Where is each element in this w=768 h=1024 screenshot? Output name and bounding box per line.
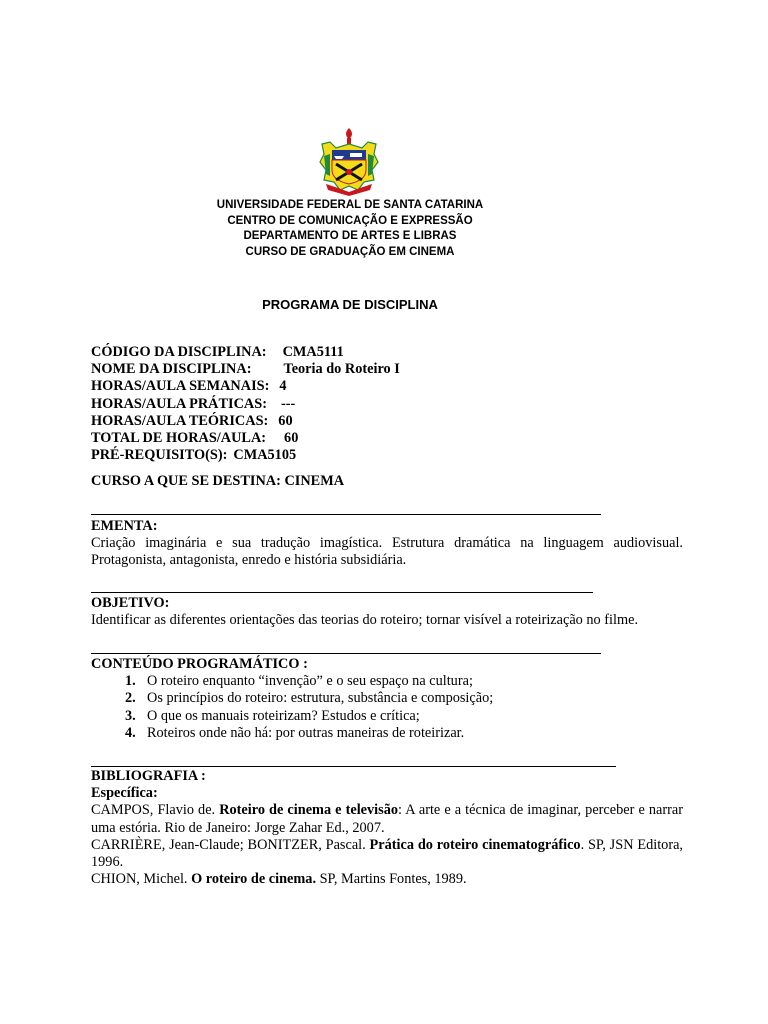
page-title: PROGRAMA DE DISCIPLINA (262, 297, 438, 312)
list-text: Roteiros onde não há: por outras maneiras de roteirizar. (147, 724, 465, 741)
divider (91, 514, 601, 515)
total-row (91, 430, 400, 447)
objetivo-heading: OBJETIVO: (91, 595, 170, 611)
prereq-row (91, 447, 400, 464)
bib-entry (91, 802, 683, 836)
list-number: 1. (125, 673, 136, 690)
bib-title: Prática do roteiro cinematográfico (369, 836, 581, 853)
list-item (91, 673, 683, 690)
bib-title: O roteiro de cinema. (191, 871, 317, 888)
bib-author: CARRIÈRE, Jean-Claude; BONITZER, Pascal. (91, 836, 370, 853)
semanais-row (91, 378, 400, 395)
ementa-heading: EMENTA: (91, 518, 158, 534)
objetivo-section (91, 595, 683, 629)
conteudo-heading: CONTEÚDO PROGRAMÁTICO : (91, 656, 308, 672)
prereq-label: PRÉ-REQUISITO(S): (91, 447, 228, 464)
header-department: DEPARTAMENTO DE ARTES E LIBRAS (243, 230, 457, 242)
praticas-label: HORAS/AULA PRÁTICAS: (91, 395, 267, 412)
objetivo-text: Identificar as diferentes orientações das teorias do roteiro; tornar visível a roteirização no filme. (91, 612, 639, 629)
bib-details: SP, Martins Fontes, 1989. (316, 871, 467, 888)
bib-entry (91, 837, 683, 871)
list-item (91, 690, 683, 707)
list-item (91, 725, 683, 742)
divider (91, 766, 616, 767)
bib-title: Roteiro de cinema e televisão (219, 802, 398, 819)
list-text: Os princípios do roteiro: estrutura, substância e composição; (147, 690, 494, 707)
semanais-value: 4 (279, 378, 287, 395)
divider (91, 592, 593, 593)
list-text: O roteiro enquanto “invenção” e o seu espaço na cultura; (147, 673, 473, 690)
teoricas-value: 60 (278, 412, 293, 429)
institution-header (200, 198, 500, 260)
list-item (91, 708, 683, 725)
list-text: O que os manuais roteirizam? Estudos e crítica; (147, 707, 420, 724)
bib-entry (91, 871, 683, 888)
header-course: CURSO DE GRADUAÇÃO EM CINEMA (245, 245, 455, 258)
prereq-value: CMA5105 (233, 447, 297, 464)
list-number: 3. (125, 707, 136, 724)
header-university: UNIVERSIDADE FEDERAL DE SANTA CATARINA (216, 199, 484, 211)
ementa-section (91, 518, 683, 570)
nome-value: Teoria do Roteiro I (283, 361, 400, 378)
list-number: 2. (125, 690, 136, 707)
praticas-value: --- (280, 395, 296, 412)
teoricas-row (91, 413, 400, 430)
topics-list (91, 673, 683, 742)
divider (91, 653, 601, 654)
list-number: 4. (125, 724, 136, 741)
bib-details: . SP, JSN Editora, 1996. (91, 836, 684, 871)
semanais-label: HORAS/AULA SEMANAIS: (91, 378, 270, 395)
bib-author: CAMPOS, Flavio de. (91, 802, 220, 819)
teoricas-label: HORAS/AULA TEÓRICAS: (91, 412, 269, 429)
bib-details: : A arte e a técnica de imaginar, perceber e narrar uma estória. Rio de Janeiro: Jorge Zahar Ed., 2007. (91, 802, 683, 836)
course-info (91, 344, 400, 464)
header-center: CENTRO DE COMUNICAÇÃO E EXPRESSÃO (227, 214, 473, 227)
nome-row (91, 361, 400, 378)
university-crest-icon (316, 126, 382, 196)
conteudo-section (91, 656, 683, 742)
codigo-row (91, 344, 400, 361)
codigo-label: CÓDIGO DA DISCIPLINA: (91, 344, 267, 360)
nome-label: NOME DA DISCIPLINA: (91, 361, 252, 378)
total-label: TOTAL DE HORAS/AULA: (91, 429, 267, 446)
bibliografia-section (91, 768, 683, 888)
total-value: 60 (284, 429, 299, 446)
bibliografia-heading: BIBLIOGRAFIA : (91, 768, 206, 784)
praticas-row (91, 396, 400, 413)
target-course: CURSO A QUE SE DESTINA: CINEMA (91, 473, 345, 489)
ementa-text: Criação imaginária e sua tradução imagística. Estrutura dramática na linguagem audiovisual. Protagonista, antagonista, enredo e história subsidiária. (91, 535, 683, 569)
bib-author: CHION, Michel. (91, 871, 192, 888)
bibliografia-subheading: Específica: (91, 785, 158, 802)
codigo-value: CMA5111 (282, 344, 344, 360)
